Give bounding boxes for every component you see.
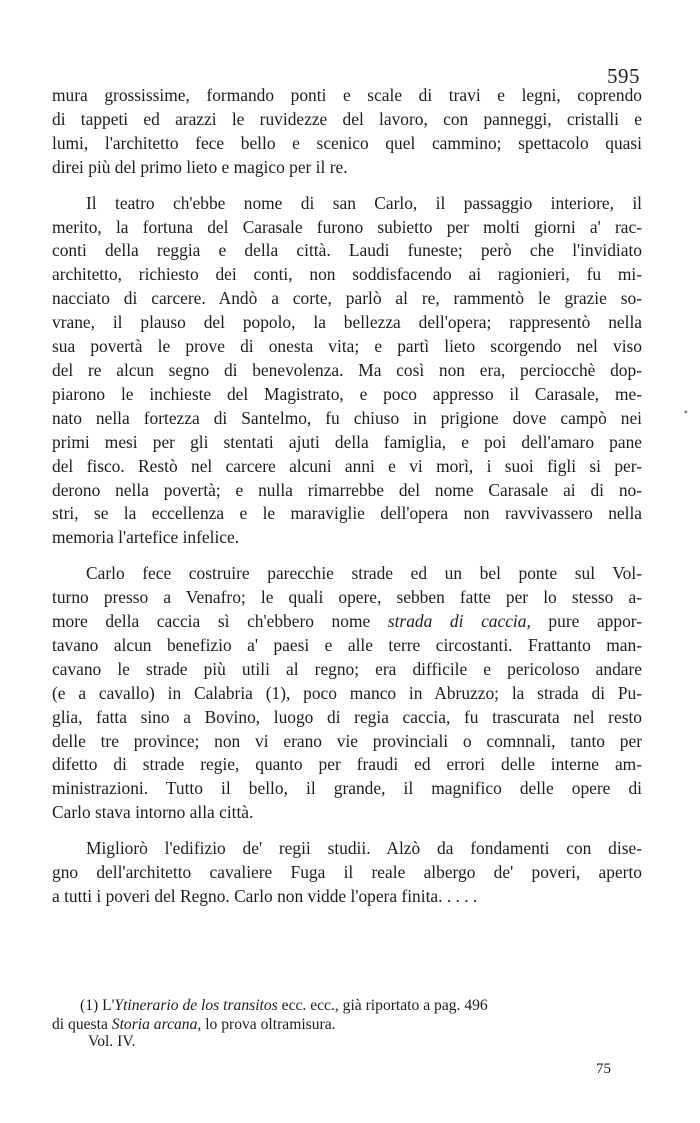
- footnote-line-2: di questa Storia arcana, lo prova oltramisura.: [52, 1016, 336, 1033]
- footnote-title: Ytinerario de los transitos: [114, 997, 278, 1014]
- footnote: [52, 996, 642, 1034]
- text-line: cavano le strade più utili al regno; era difficile e pericoloso andare: [52, 658, 642, 679]
- text-line: stri, se la eccellenza e le maraviglie dell'opera non ravvivassero nella: [52, 503, 642, 524]
- text-line: direi più del primo lieto e magico per il re.: [52, 156, 348, 177]
- text-line: glia, fatta sino a Bovino, luogo di regia caccia, fu trascurata nel resto: [52, 706, 642, 727]
- text-line: primi mesi per gli stentati ajuti della famiglia, e poi dell'amaro pane: [52, 431, 642, 452]
- text-line: mura grossissime, formando ponti e scale di travi e legni, coprendo: [52, 85, 642, 105]
- text-line: sua povertà le prove di onesta vita; e partì lieto scorgendo nel viso: [52, 336, 642, 357]
- text-line: gno dell'architetto cavaliere Fuga il reale albergo de' poveri, aperto: [52, 862, 642, 883]
- text-line: turno presso a Venafro; le quali opere, sebben fatte per lo stesso a-: [52, 587, 642, 608]
- volume-signature: Vol. IV.: [88, 1033, 136, 1050]
- text-line: conti della reggia e della città. Laudi funeste; però che l'invidiato: [52, 240, 642, 261]
- text-line: difetto di strade regie, quanto per fraudi ed errori delle interne am-: [52, 754, 642, 775]
- text-line: derono nella povertà; e nulla rimarrebbe del nome Carasale ai di no-: [52, 479, 642, 500]
- sheet-number: 75: [596, 1061, 611, 1077]
- text-line: Migliorò l'edifizio de' regii studii. Alzò da fondamenti con dise-: [86, 838, 642, 859]
- text-line: ministrazioni. Tutto il bello, il grande, il magnifico delle opere di: [52, 778, 642, 799]
- paragraph-2: [52, 192, 642, 551]
- text-line: Carlo stava intorno alla città.: [52, 802, 254, 823]
- text-line: delle tre province; non vi erano vie provinciali o comnnali, tanto per: [52, 730, 642, 751]
- text-line: di tappeti ed arazzi le ruvidezze del lavoro, con panneggi, cristalli e: [52, 108, 642, 129]
- text-line: tavano alcun benefizio a' paesi e alle terre circostanti. Frattanto man-: [52, 634, 642, 655]
- text-line: del fisco. Restò nel carcere alcuni anni e vi morì, i suoi figli si per-: [52, 455, 642, 476]
- paragraph-1: [52, 84, 642, 180]
- text-line: (e a cavallo) in Calabria (1), poco manco in Abruzzo; la strada di Pu-: [52, 682, 642, 703]
- paragraph-3: [52, 562, 642, 825]
- text-line: merito, la fortuna del Carasale furono subietto per molti giorni a' rac-: [52, 216, 642, 237]
- text-line: piarono le inchieste del Magistrato, e poco appresso il Carasale, me-: [52, 383, 642, 404]
- text-line: memoria l'artefice infelice.: [52, 527, 240, 548]
- body-text: [52, 84, 642, 921]
- paragraph-4: [52, 837, 642, 909]
- text-line: del re alcun segno di benevolenza. Ma così non era, perciocchè dop-: [52, 359, 642, 380]
- text-line: Il teatro ch'ebbe nome di san Carlo, il passaggio interiore, il: [86, 192, 642, 213]
- text-line: nacciato di carcere. Andò a corte, parlò al re, rammentò le grazie so-: [52, 288, 642, 309]
- text-line: Carlo fece costruire parecchie strade ed un bel ponte sul Vol-: [86, 563, 642, 584]
- text-line: a tutti i poveri del Regno. Carlo non vidde l'opera finita. . . . .: [52, 886, 478, 906]
- text-line: nato nella fortezza di Santelmo, fu chiuso in prigione dove campò nei: [52, 407, 642, 428]
- italic-phrase: strada di caccia,: [387, 611, 531, 632]
- margin-mark: •: [683, 405, 688, 419]
- text-line: more della caccia sì ch'ebbero nome strada di caccia, pure appor-: [52, 611, 642, 632]
- footnote-line-1: (1) L'Ytinerario de los transitos ecc. ecc., già riportato a pag. 496: [80, 997, 488, 1014]
- text-line: vrane, il plauso del popolo, la bellezza dell'opera; rappresentò nella: [52, 312, 642, 333]
- text-line: lumi, l'architetto fece bello e scenico quel cammino; spettacolo quasi: [52, 132, 642, 153]
- text-line: architetto, richiesto dei conti, non soddisfacendo ai ragionieri, fu mi-: [52, 264, 642, 285]
- page-number: 595: [607, 64, 640, 88]
